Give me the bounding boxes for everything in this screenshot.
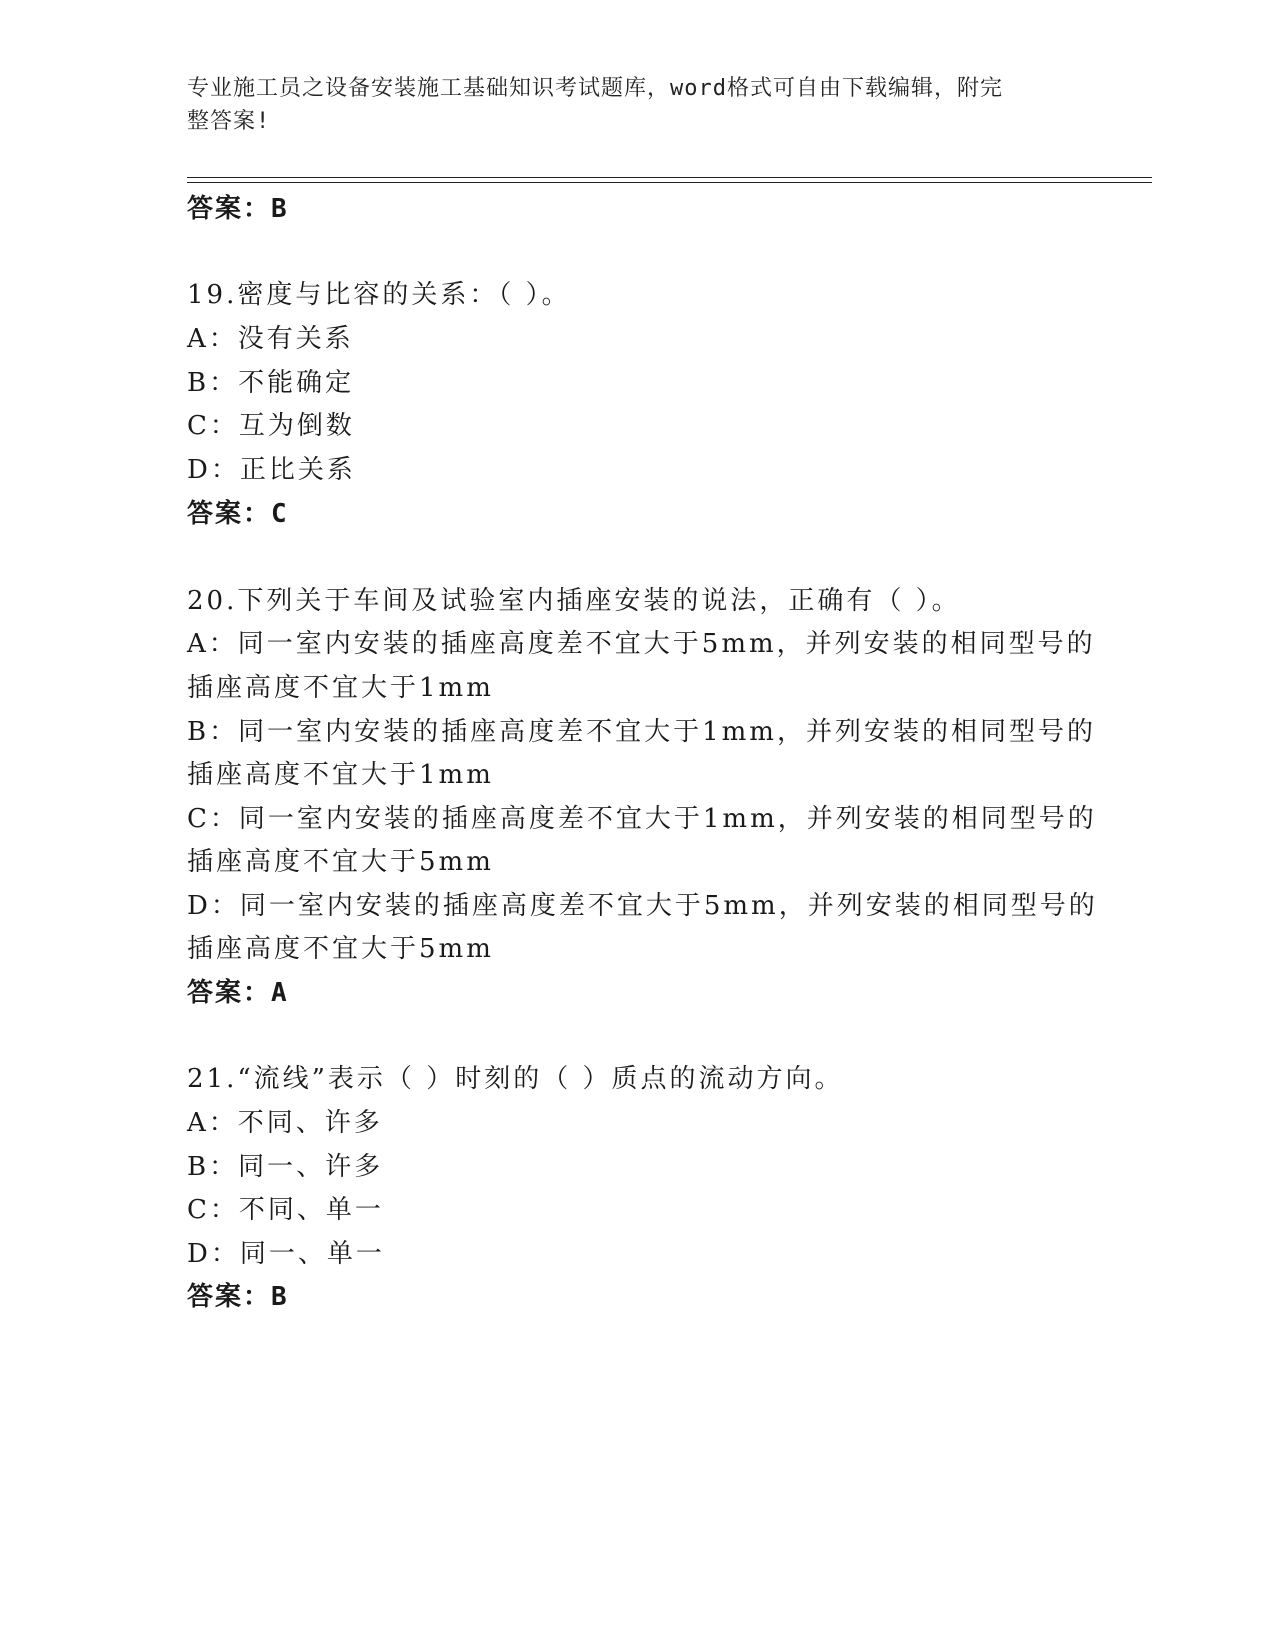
option-a: A：不同、许多 (187, 1108, 383, 1138)
header-line-2: 整答案! (187, 109, 271, 134)
header-divider-top (187, 177, 1152, 178)
option-d-line-1: D：同一室内安装的插座高度差不宜大于5mm，并列安装的相同型号的 (187, 891, 1098, 921)
option-c: C：互为倒数 (187, 411, 355, 441)
header-line-1: 专业施工员之设备安装施工基础知识考试题库，word格式可自由下载编辑，附完 (187, 76, 1003, 101)
option-d: D：同一、单一 (187, 1239, 385, 1269)
question-stem: 21.“流线”表示（ ）时刻的（ ）质点的流动方向。 (187, 1064, 844, 1094)
option-d: D：正比关系 (187, 455, 356, 485)
option-b: B：同一、许多 (187, 1152, 384, 1182)
option-a-line-1: A：同一室内安装的插座高度差不宜大于5mm，并列安装的相同型号的 (187, 629, 1096, 659)
option-b-line-2: 插座高度不宜大于1mm (187, 760, 494, 790)
previous-answer: 答案：B (187, 194, 289, 224)
answer: 答案：C (187, 499, 289, 529)
question-stem: 19.密度与比容的关系：（ ）。 (187, 280, 571, 310)
option-a-line-2: 插座高度不宜大于1mm (187, 673, 494, 703)
option-c: C：不同、单一 (187, 1195, 384, 1225)
option-b-line-1: B：同一室内安装的插座高度差不宜大于1mm，并列安装的相同型号的 (187, 717, 1096, 747)
option-d-line-2: 插座高度不宜大于5mm (187, 934, 494, 964)
option-c-line-1: C：同一室内安装的插座高度差不宜大于1mm，并列安装的相同型号的 (187, 804, 1097, 834)
question-stem: 20.下列关于车间及试验室内插座安装的说法，正确有（ ）。 (187, 586, 961, 616)
option-a: A：没有关系 (187, 324, 354, 354)
answer: 答案：B (187, 1282, 289, 1312)
option-c-line-2: 插座高度不宜大于5mm (187, 847, 494, 877)
header-divider-bottom (187, 182, 1152, 183)
option-b: B：不能确定 (187, 368, 355, 398)
document-header (187, 72, 1067, 138)
answer: 答案：A (187, 978, 289, 1008)
